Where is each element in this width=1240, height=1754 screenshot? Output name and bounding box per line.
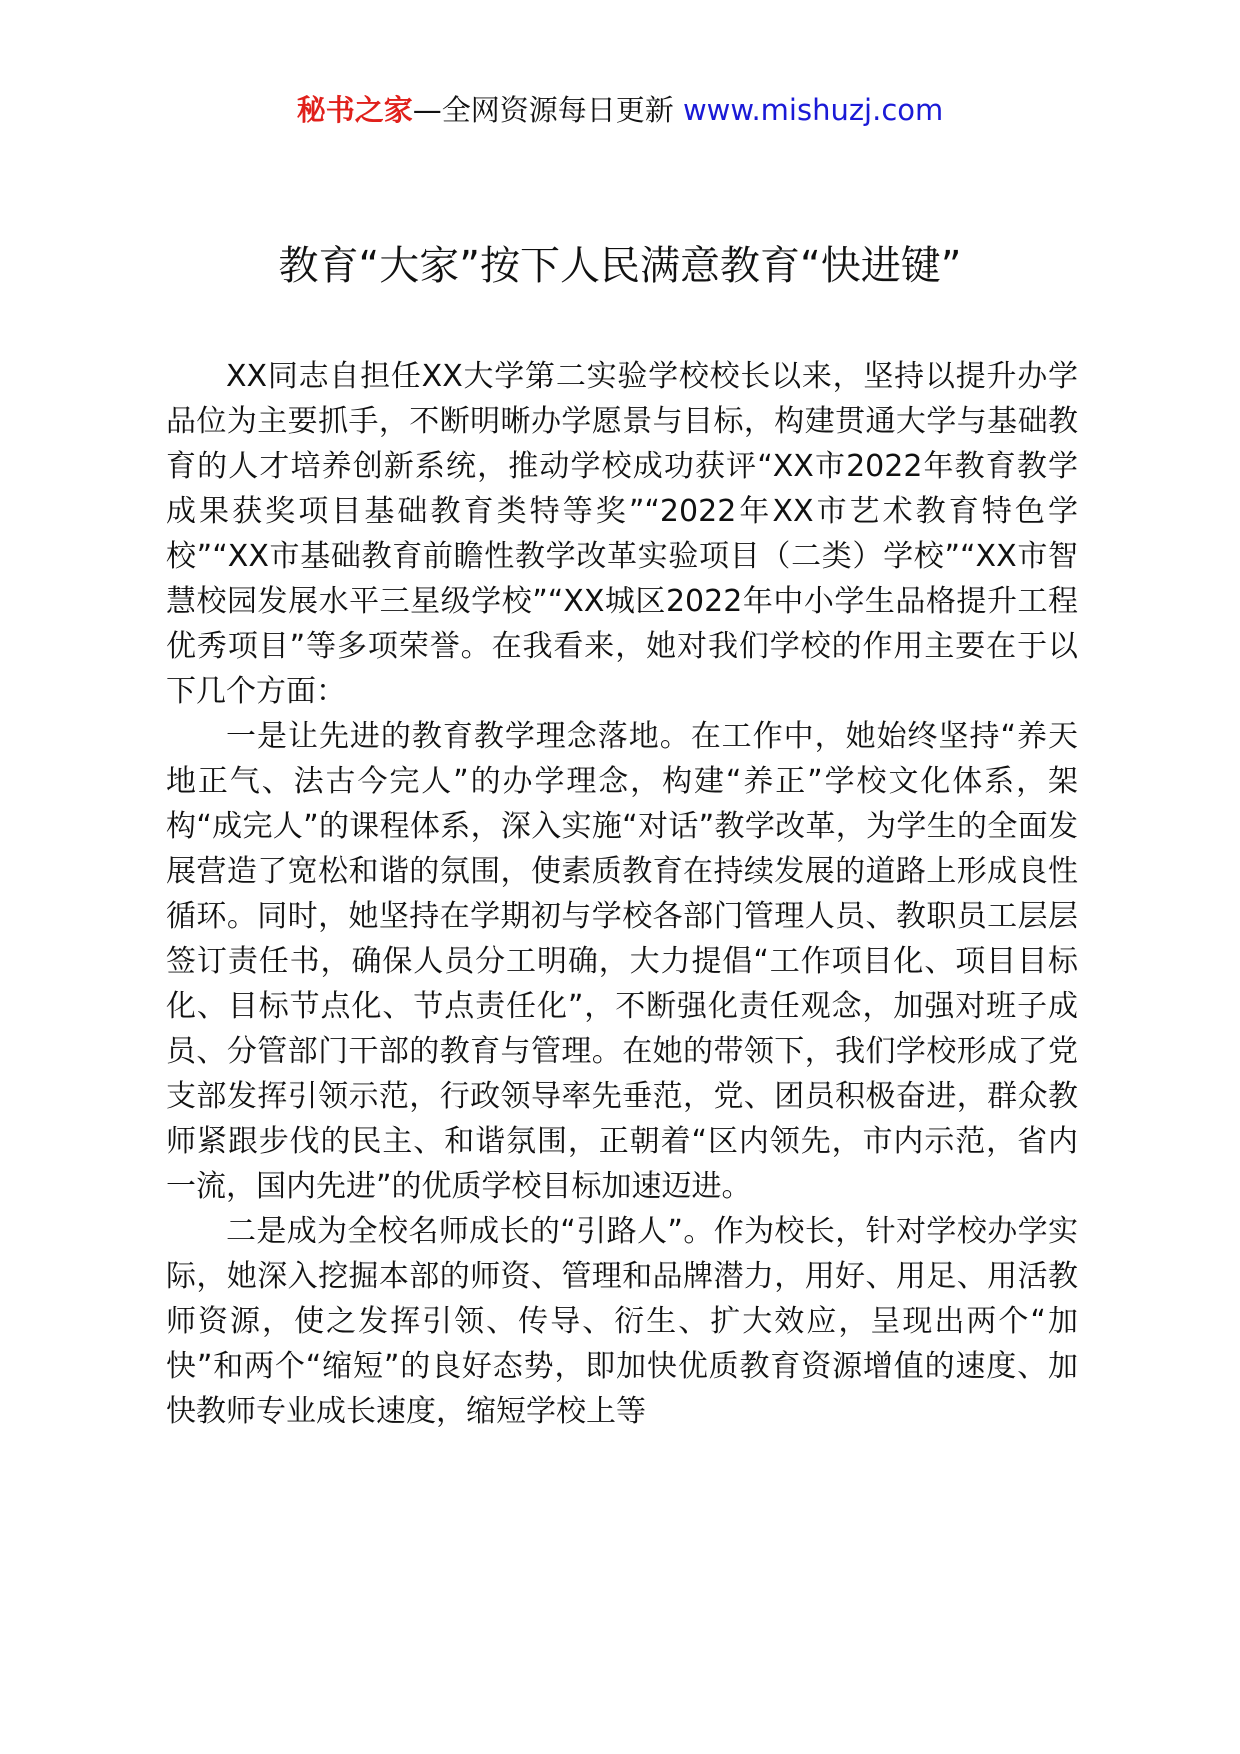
document-body — [166, 354, 1078, 1434]
site-header — [0, 90, 1240, 130]
paragraph-point-one: 一是让先进的教育教学理念落地。在工作中，她始终坚持“养天地正气、法古今完人”的办学理念，构建“养正”学校文化体系，架构“成完人”的课程体系，深入实施“对话”教学改革，为学生的全面发展营造了宽松和谐的氛围，使素质教育在持续发展的道路上形成良性循环。同时，她坚持在学期初与学校各部门管理人员、教职员工层层签订责任书，确保人员分工明确，大力提倡“工作项目化、项目目标化、目标节点化、节点责任化”，不断强化责任观念，加强对班子成员、分管部门干部的教育与管理。在她的带领下，我们学校形成了党支部发挥引领示范，行政领导率先垂范，党、团员积极奋进，群众教师紧跟步伐的民主、和谐氛围，正朝着“区内领先，市内示范，省内一流，国内先进”的优质学校目标加速迈进。 — [166, 719, 1078, 1204]
document-title: 教育“大家”按下人民满意教育“快进键” — [278, 243, 962, 289]
site-url-link[interactable]: www.mishuzj.com — [682, 93, 944, 127]
paragraph-point-two: 二是成为全校名师成长的“引路人”。作为校长，针对学校办学实际，她深入挖掘本部的师资、管理和品牌潜力，用好、用足、用活教师资源，使之发挥引领、传导、衍生、扩大效应，呈现出两个“加快”和两个“缩短”的良好态势，即加快优质教育资源增值的速度、加快教师专业成长速度，缩短学校上等 — [166, 1214, 1078, 1429]
brand-name: 秘书之家 — [296, 93, 413, 127]
paragraph-intro: XX同志自担任XX大学第二实验学校校长以来，坚持以提升办学品位为主要抓手，不断明晰办学愿景与目标，构建贯通大学与基础教育的人才培养创新系统，推动学校成功获评“XX市2022年教育教学成果获奖项目基础教育类特等奖”“2022年XX市艺术教育特色学校”“XX市基础教育前瞻性教学改革实验项目（二类）学校”“XX市智慧校园发展水平三星级学校”“XX城区2022年中小学生品格提升工程优秀项目”等多项荣誉。在我看来，她对我们学校的作用主要在于以下几个方面： — [166, 359, 1078, 709]
header-tagline: —全网资源每日更新 — [412, 93, 683, 127]
